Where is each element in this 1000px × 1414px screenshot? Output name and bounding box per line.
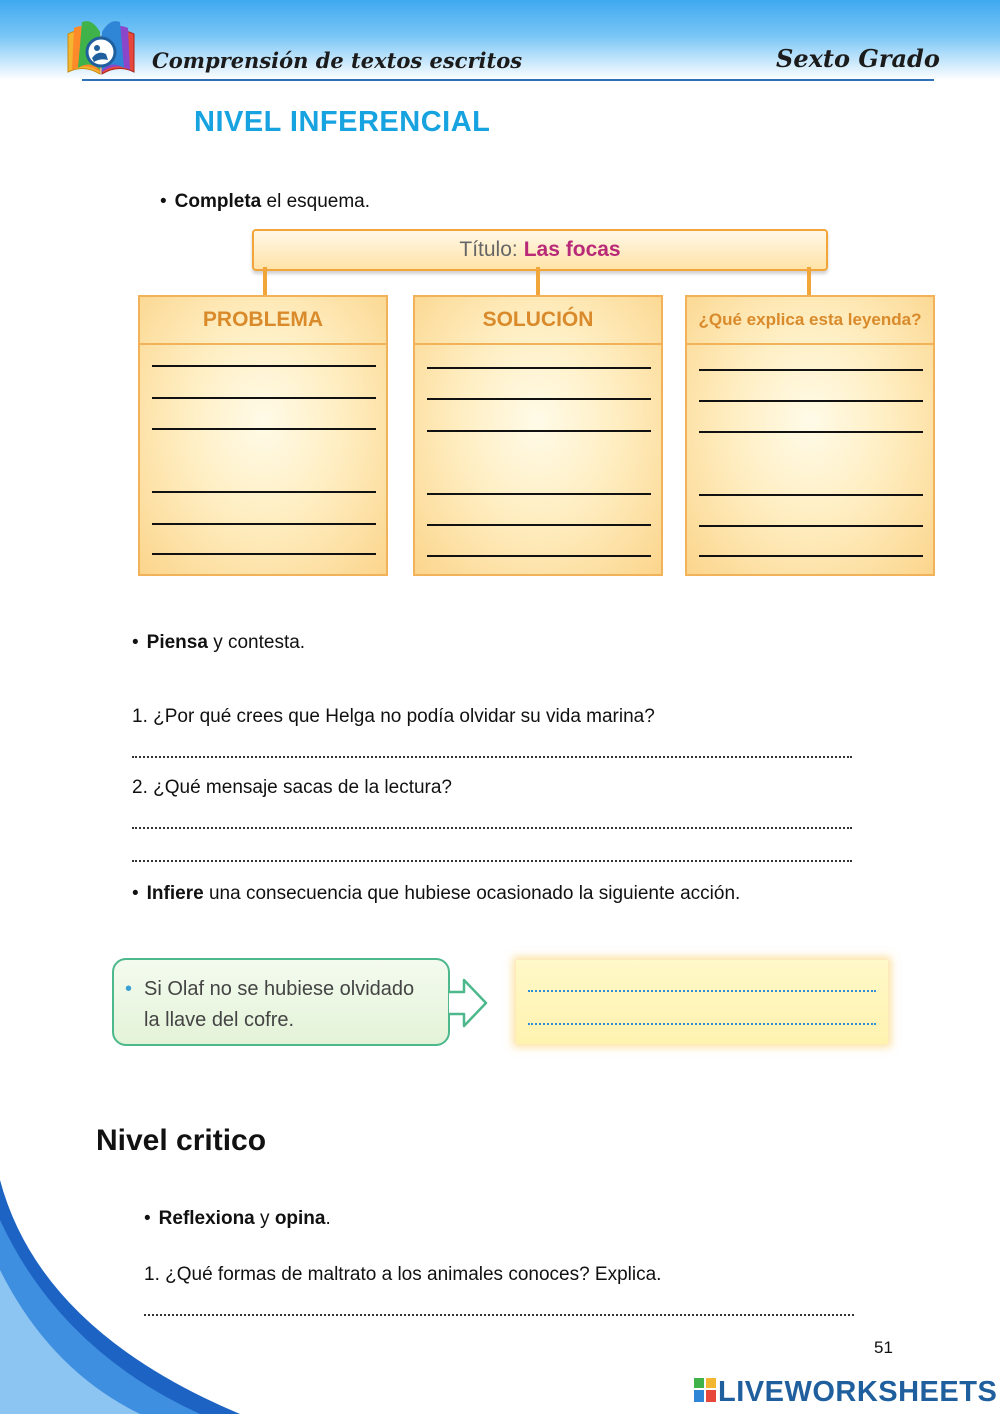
answer-line[interactable] [427, 493, 651, 495]
header-subject: Comprensión de textos escritos [152, 48, 523, 73]
instruction-verb: Piensa [146, 632, 208, 653]
instruction-verb: Reflexiona [158, 1208, 255, 1229]
answer-line[interactable] [699, 525, 923, 527]
instruction-infer [132, 883, 740, 905]
column-heading: SOLUCIÓN [415, 297, 661, 345]
instruction-complete [160, 191, 370, 213]
schema-column-leyenda [685, 295, 935, 576]
answer-line[interactable] [699, 369, 923, 371]
answer-line[interactable] [427, 524, 651, 526]
consequence-answer-box[interactable] [516, 960, 888, 1044]
answer-line[interactable] [152, 428, 376, 430]
section-title: NIVEL INFERENCIAL [194, 106, 491, 138]
bullet-icon: • [132, 883, 139, 904]
critical-section-title: Nivel critico [96, 1124, 267, 1157]
critical-question-1: 1. ¿Qué formas de maltrato a los animales conoces? Explica. [144, 1264, 662, 1285]
book-logo-icon [62, 14, 140, 76]
answer-line[interactable] [152, 553, 376, 555]
answer-line[interactable] [699, 555, 923, 557]
arrow-right-icon [448, 978, 488, 1028]
answer-dotted-line[interactable] [144, 1314, 854, 1316]
answer-line[interactable] [152, 491, 376, 493]
premise-box [112, 958, 450, 1046]
bullet-icon: • [125, 978, 133, 1000]
answer-line[interactable] [699, 494, 923, 496]
instruction-text: el esquema. [261, 191, 371, 212]
instruction-think [132, 632, 305, 654]
schema-column-problema [138, 295, 388, 576]
instruction-text: y [254, 1208, 275, 1229]
bullet-icon: • [160, 191, 167, 212]
page-number: 51 [874, 1338, 893, 1357]
answer-line[interactable] [427, 555, 651, 557]
schema-title-banner [252, 229, 828, 271]
answer-dotted-line[interactable] [528, 990, 876, 992]
instruction-verb: Infiere [146, 883, 204, 904]
answer-dotted-line[interactable] [528, 1023, 876, 1025]
question-1: 1. ¿Por qué crees que Helga no podía olvidar su vida marina? [132, 706, 655, 727]
answer-line[interactable] [152, 397, 376, 399]
schema-title-value: Las focas [523, 238, 621, 261]
bullet-icon: • [132, 632, 139, 653]
bullet-icon: • [144, 1208, 151, 1229]
answer-line[interactable] [699, 400, 923, 402]
liveworksheets-text: LIVEWORKSHEETS [718, 1376, 998, 1408]
answer-line[interactable] [427, 367, 651, 369]
header-rule [82, 79, 934, 81]
connector-middle [536, 267, 540, 295]
answer-dotted-line[interactable] [132, 756, 852, 758]
schema-title-label: Título: [459, 238, 518, 261]
question-2: 2. ¿Qué mensaje sacas de la lectura? [132, 777, 453, 798]
instruction-verb: opina [274, 1208, 326, 1229]
instruction-text: y contesta. [207, 632, 306, 653]
answer-dotted-line[interactable] [132, 860, 852, 862]
header-grade: Sexto Grado [776, 44, 940, 73]
answer-line[interactable] [152, 365, 376, 367]
instruction-verb: Completa [174, 191, 262, 212]
connector-right [807, 267, 811, 295]
answer-line[interactable] [427, 430, 651, 432]
instruction-text: . [325, 1208, 331, 1229]
answer-line[interactable] [427, 398, 651, 400]
liveworksheets-icon [694, 1378, 716, 1402]
answer-line[interactable] [152, 523, 376, 525]
schema-column-solucion [413, 295, 663, 576]
column-heading: PROBLEMA [140, 297, 386, 345]
premise-line-1: Si Olaf no se hubiese olvidado [144, 978, 415, 1000]
answer-dotted-line[interactable] [132, 827, 852, 829]
answer-line[interactable] [699, 431, 923, 433]
column-heading: ¿Qué explica esta leyenda? [687, 297, 933, 345]
connector-left [263, 267, 267, 295]
premise-line-2: la llave del cofre. [144, 1009, 295, 1031]
instruction-text: una consecuencia que hubiese ocasionado la siguiente acción. [203, 883, 741, 904]
decorative-swoosh [0, 1180, 240, 1414]
